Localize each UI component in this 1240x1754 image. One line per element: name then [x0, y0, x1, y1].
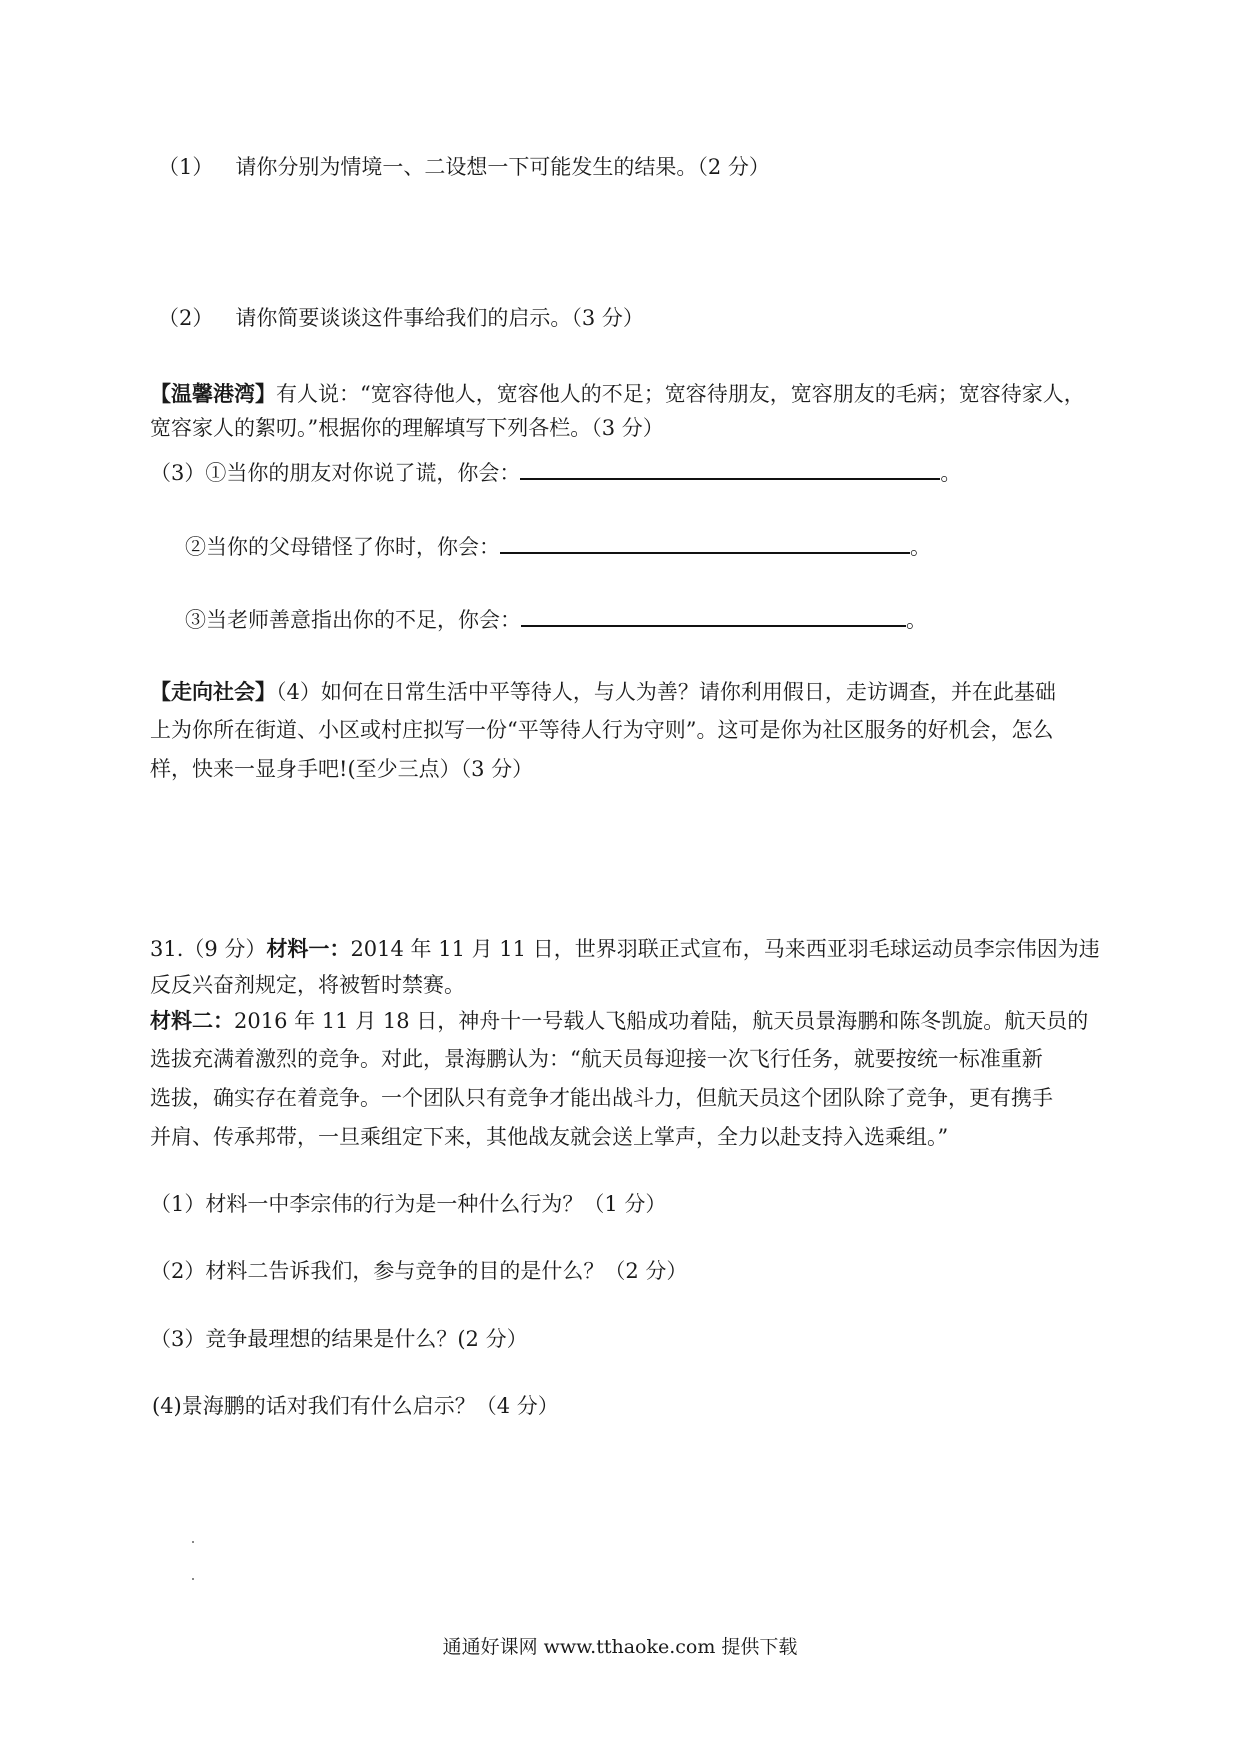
- harbor-item-2-text: ②当你的父母错怪了你时，你会：: [185, 535, 500, 559]
- answer-blank-1[interactable]: [520, 456, 940, 480]
- q31-subquestion-2-text: （2）材料二告诉我们，参与竞争的目的是什么？（2 分）: [150, 1259, 688, 1283]
- q31-subquestion-1-text: （1）材料一中李宗伟的行为是一种什么行为？（1 分）: [150, 1192, 667, 1216]
- question-2: [158, 303, 644, 333]
- harbor-item-3-text: ③当老师善意指出你的不足，你会：: [185, 608, 521, 632]
- q31-material-1-text-1: 2014 年 11 月 11 日，世界羽联正式宣布，马来西亚羽毛球运动员李宗伟因为违: [350, 937, 1100, 961]
- harbor-item-2-end: 。: [910, 535, 931, 559]
- q31-subquestion-3: [150, 1324, 528, 1354]
- q31-material-2-text-2: 选拔充满着激烈的竞争。对此，景海鹏认为：“航天员每迎接一次飞行任务，就要按统一标准重新: [150, 1047, 1043, 1071]
- q31-subquestion-4: [152, 1391, 559, 1421]
- q31-material-2-line-2: [150, 1044, 1043, 1074]
- harbor-text-line-1: 有人说：“宽容待他人，宽容他人的不足；宽容待朋友，宽容朋友的毛病；宽容待家人，: [276, 382, 1085, 406]
- q31-subquestion-2: [150, 1256, 687, 1286]
- q31-material-2-label: 材料二：: [150, 1008, 234, 1033]
- q31-material-1-text-2: 反反兴奋剂规定，将被暂时禁赛。: [150, 973, 465, 997]
- harbor-paragraph-line-1: [150, 379, 1085, 409]
- q31-subquestion-4-text: (4)景海鹏的话对我们有什么启示？（4 分）: [152, 1394, 559, 1418]
- q31-subquestion-3-text: （3）竞争最理想的结果是什么？(2 分）: [150, 1327, 528, 1351]
- harbor-item-1: [150, 456, 961, 488]
- q31-material-2-text-4: 并肩、传承邦带，一旦乘组定下来，其他战友就会送上掌声，全力以赴支持入选乘组。”: [150, 1125, 949, 1149]
- q31-material-1-label: 材料一：: [266, 936, 351, 961]
- society-line-3: [150, 754, 533, 784]
- harbor-tag: 【温馨港湾】: [150, 381, 276, 406]
- page-footer: [0, 1632, 1240, 1662]
- harbor-text-line-2: 宽容家人的絮叨。”根据你的理解填写下列各栏。（3 分）: [150, 416, 664, 440]
- q31-material-2-line-3: [150, 1083, 1053, 1113]
- question-2-text: 请你简要谈谈这件事给我们的启示。（3 分）: [235, 306, 644, 330]
- society-text-line-3: 样，快来一显身手吧!(至少三点）（3 分）: [150, 757, 534, 781]
- harbor-item-1-end: 。: [940, 461, 962, 485]
- harbor-paragraph-line-2: [150, 413, 664, 443]
- scan-speck: [192, 1578, 194, 1580]
- society-line-2: [150, 715, 1053, 745]
- question-2-number: （2）: [158, 306, 214, 330]
- q31-material-1-line-1: [150, 934, 1100, 964]
- society-text-line-2: 上为你所在街道、小区或村庄拟写一份“平等待人行为守则”。这可是你为社区服务的好机会，怎么: [150, 718, 1054, 742]
- society-line-1: [150, 677, 1056, 707]
- harbor-item-2: [185, 530, 931, 562]
- q31-number: 31.（9 分）: [150, 937, 267, 961]
- question-1-text: 请你分别为情境一、二设想一下可能发生的结果。（2 分）: [235, 155, 770, 179]
- q31-material-1-line-2: [150, 970, 465, 1000]
- answer-blank-2[interactable]: [500, 530, 910, 554]
- society-tag: 【走向社会】: [150, 679, 276, 704]
- q31-material-2-line-4: [150, 1122, 948, 1152]
- q31-material-2-text-1: 2016 年 11 月 18 日，神舟十一号载人飞船成功着陆，航天员景海鹏和陈冬凯旋。航天员的: [234, 1009, 1089, 1033]
- q31-subquestion-1: [150, 1189, 666, 1219]
- q31-material-2-text-3: 选拔，确实存在着竞争。一个团队只有竞争才能出战斗力，但航天员这个团队除了竞争，更有携手: [150, 1086, 1053, 1110]
- answer-blank-3[interactable]: [521, 603, 906, 627]
- harbor-item-1-text: （3）①当你的朋友对你说了谎，你会：: [150, 461, 521, 485]
- q31-material-2-line-1: [150, 1006, 1088, 1036]
- harbor-item-3-end: 。: [906, 608, 927, 632]
- footer-text: 通通好课网 www.tthaoke.com 提供下载: [442, 1636, 798, 1658]
- question-1: [158, 152, 770, 182]
- society-text-line-1: （4）如何在日常生活中平等待人，与人为善？请你利用假日，走访调查，并在此基础: [276, 680, 1056, 704]
- question-1-number: （1）: [158, 155, 214, 179]
- harbor-item-3: [185, 603, 927, 635]
- scan-speck: [192, 1541, 194, 1543]
